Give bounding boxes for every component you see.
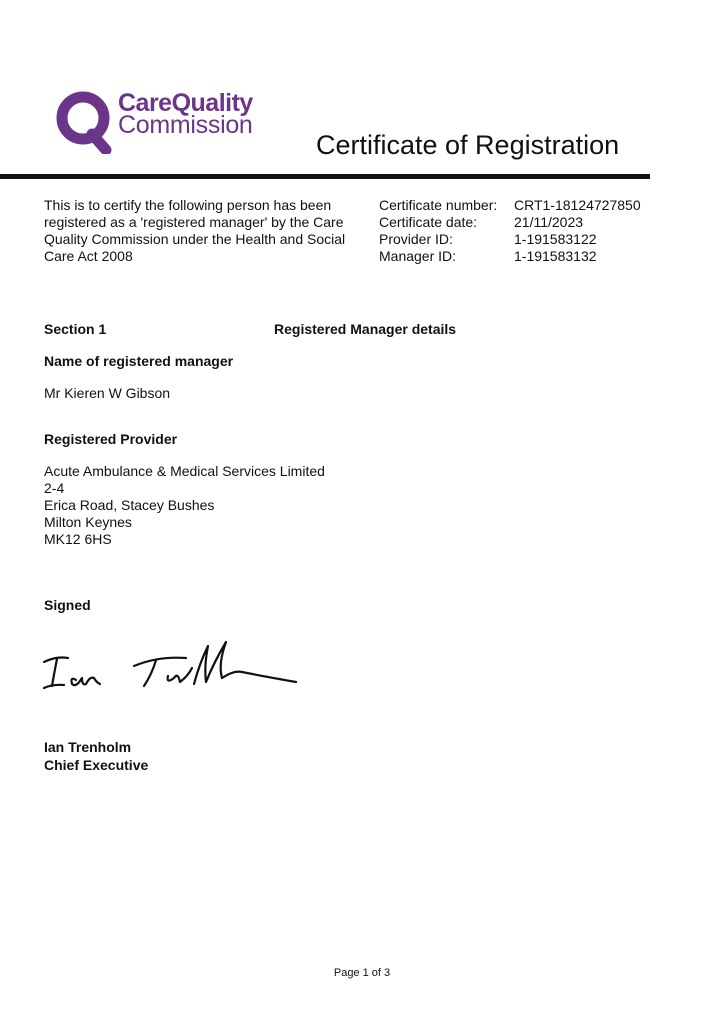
meta-row-certificate-date [379, 214, 641, 231]
cqc-q-logo-icon [56, 88, 116, 154]
certificate-date: 21/11/2023 [514, 214, 584, 230]
signer-block [44, 738, 148, 774]
cqc-logo-wordmark [118, 89, 253, 139]
provider-name: Acute Ambulance & Medical Services Limited [44, 463, 325, 479]
postcode: MK12 6HS [44, 531, 112, 547]
signed-heading: Signed [44, 597, 91, 613]
signer-name: Ian Trenholm [44, 739, 132, 755]
section-label: Section 1 [44, 321, 107, 337]
meta-row-provider-id [379, 231, 641, 248]
logo-line-2: Commission [118, 111, 253, 139]
page-number: Page 1 of 3 [333, 967, 391, 979]
provider-heading: Registered Provider [44, 431, 178, 447]
document-title: Certificate of Registration [316, 130, 620, 160]
logo-line-1: CareQuality [118, 89, 253, 117]
address-line: Milton Keynes [44, 514, 132, 530]
manager-name: Mr Kieren W Gibson [44, 385, 171, 401]
header-divider [0, 174, 650, 179]
provider-id: 1-191583122 [514, 231, 597, 247]
manager-id: 1-191583132 [514, 248, 597, 264]
section-title: Registered Manager details [274, 321, 457, 337]
intro-paragraph: This is to certify the following person has been registered as a 'registered manager' by the Care Quality Commission under the Health and Social Care Act 2008 [44, 197, 346, 264]
meta-label: Manager ID: [379, 248, 457, 264]
provider-address [44, 463, 325, 548]
cqc-logo [56, 88, 266, 154]
meta-label: Certificate number: [379, 197, 498, 213]
signer-title: Chief Executive [44, 757, 149, 773]
meta-row-manager-id [379, 248, 641, 265]
manager-name-heading: Name of registered manager [44, 353, 234, 369]
meta-label: Certificate date: [379, 214, 478, 230]
certificate-meta [379, 197, 641, 265]
address-line: 2-4 [44, 480, 65, 496]
meta-label: Provider ID: [379, 231, 453, 247]
certificate-number: CRT1-18124727850 [514, 197, 641, 213]
meta-row-certificate-number [379, 197, 641, 214]
address-line: Erica Road, Stacey Bushes [44, 497, 215, 513]
handwritten-signature [38, 632, 302, 696]
